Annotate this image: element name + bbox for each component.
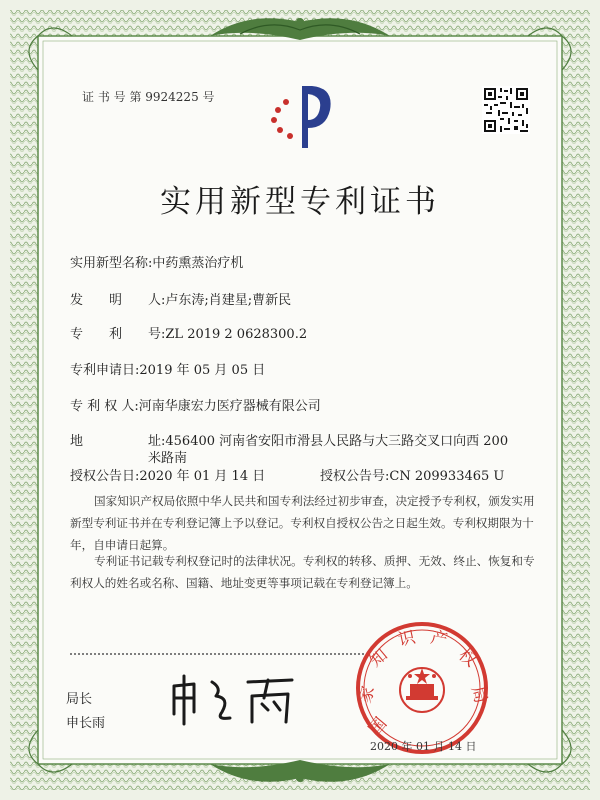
divider — [70, 652, 370, 656]
signatory-title: 局长 — [66, 692, 93, 707]
field-utility-model-name — [70, 252, 243, 271]
field-address — [70, 430, 508, 449]
field-inventor — [70, 289, 291, 308]
stamp-date: 2020 年 01 月 14 日 — [370, 740, 477, 753]
field-patent-no — [70, 323, 307, 342]
official-seal — [352, 618, 492, 758]
cnipa-logo-icon — [258, 76, 338, 156]
address-value-line2: 米路南 — [148, 451, 188, 466]
field-patentee — [70, 395, 321, 414]
utility-model-name-value: 中药熏蒸治疗机 — [152, 256, 244, 271]
paragraph-grant-statement: 国家知识产权局依照中华人民共和国专利法经过初步审查，决定授予专利权，颁发实用新型专利证书并在专利登记簿上予以登记。专利权自授权公告之日起生效。专利权期限为十年，自申请日起算。 — [70, 494, 535, 552]
grant-date-label: 授权公告日: — [70, 469, 140, 484]
handwritten-signature — [160, 668, 310, 728]
svg-text:局: 局 — [466, 683, 491, 706]
grant-date-value: 2020 年 01 月 14 日 — [139, 469, 266, 484]
qr-code — [482, 86, 530, 134]
signatory-name: 申长雨 — [66, 716, 106, 731]
svg-text:知: 知 — [365, 645, 392, 672]
inventor-label: 发 明 人: — [70, 293, 166, 308]
certificate-number: 证 书 号 第 9924225 号 — [82, 90, 215, 104]
certificate-title: 实用新型专利证书 — [160, 184, 440, 220]
patent-no-value: ZL 2019 2 0628300.2 — [165, 327, 308, 342]
field-grant-announcement-no — [320, 465, 504, 484]
paragraph-legal-status: 专利证书记载专利权登记时的法律状况。专利权的转移、质押、无效、终止、恢复和专利权人的姓名或名称、国籍、地址变更等事项记载在专利登记簿上。 — [70, 554, 535, 590]
application-date-value: 2019 年 05 月 05 日 — [139, 363, 266, 378]
grant-no-label: 授权公告号: — [320, 469, 390, 484]
field-grant-announcement-date — [70, 465, 265, 484]
grant-no-value: CN 209933465 U — [389, 469, 505, 484]
inventor-value: 卢东涛;肖建星;曹新民 — [165, 293, 292, 308]
address-value-line1: 456400 河南省安阳市滑县人民路与大三路交叉口向西 200 — [165, 434, 509, 449]
utility-model-name-label: 实用新型名称: — [70, 256, 153, 271]
national-emblem-icon — [400, 668, 444, 712]
svg-text:家: 家 — [355, 683, 380, 706]
svg-text:产: 产 — [428, 627, 450, 651]
svg-text:国: 国 — [365, 713, 392, 740]
field-address-cont — [148, 447, 187, 466]
address-label: 地 址: — [70, 434, 166, 449]
svg-text:识: 识 — [396, 627, 418, 651]
patentee-value: 河南华康宏力医疗器械有限公司 — [138, 399, 321, 414]
patent-no-label: 专 利 号: — [70, 327, 166, 342]
application-date-label: 专利申请日: — [70, 363, 140, 378]
svg-text:权: 权 — [454, 645, 481, 672]
patentee-label: 专 利 权 人: — [70, 399, 139, 414]
field-application-date — [70, 359, 265, 378]
